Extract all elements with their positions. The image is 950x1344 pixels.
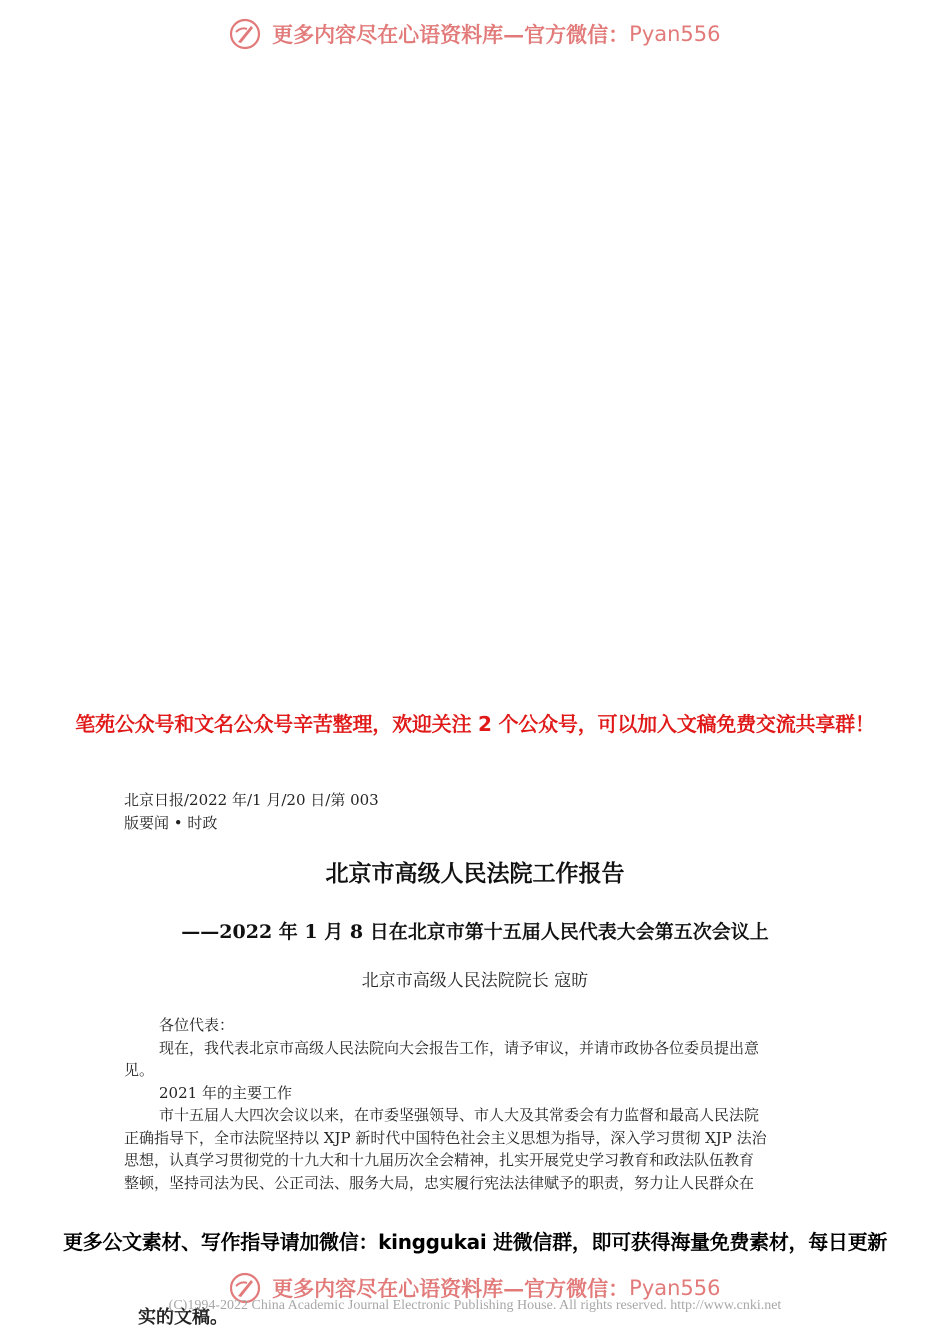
source-citation-line2: 版要闻 • 时政 <box>124 814 218 832</box>
section-heading: 2021 年的主要工作 <box>159 1083 292 1102</box>
header-watermark-banner <box>0 18 950 50</box>
footer-banner-text: 更多内容尽在心语资料库—官方微信： <box>272 1276 630 1301</box>
header-banner-text: 更多内容尽在心语资料库—官方微信： <box>272 22 630 47</box>
salutation: 各位代表： <box>159 1016 235 1034</box>
page-title: 北京市高级人民法院工作报告 <box>325 861 625 887</box>
copyright-line: (C)1994-2022 China Academic Journal Electronic Publishing House. All rights reserved. http://www.cnki.net <box>168 1298 782 1313</box>
paragraph-1-line-1: 现在，我代表北京市高级人民法院向大会报告工作，请予审议，并请市政协各位委员提出意 <box>159 1038 760 1057</box>
quill-logo-icon <box>229 18 261 50</box>
paragraph-2-line-1: 市十五届人大四次会议以来，在市委坚强领导、市人大及其常委会有力监督和最高人民法院 <box>159 1106 760 1124</box>
author-line: 北京市高级人民法院院长 寇昉 <box>361 971 589 991</box>
page-subtitle: ——2022 年 1 月 8 日在北京市第十五届人民代表大会第五次会议上 <box>181 921 769 943</box>
paragraph-2-line-2: 正确指导下，全市法院坚持以 XJP 新时代中国特色社会主义思想为指导，深入学习贯彻 XJP 法治 <box>124 1128 767 1147</box>
cut-off-text: 实的文稿。 <box>138 1307 228 1328</box>
footer-banner-wechat: Pyan556 <box>629 1276 721 1300</box>
source-citation-line1: 北京日报/2022 年/1 月/20 日/第 003 <box>124 791 379 809</box>
paragraph-2-line-4: 整顿，坚持司法为民、公正司法、服务大局，忠实履行宪法法律赋予的职责，努力让人民群众在 <box>124 1173 755 1192</box>
report-body <box>124 1014 828 1194</box>
paragraph-1-line-2: 见。 <box>124 1061 155 1079</box>
paragraph-2-line-3: 思想，认真学习贯彻党的十九大和十九届历次全会精神，扎实开展党史学习教育和政法队伍教育 <box>124 1151 755 1169</box>
black-promo-notice: 更多公文素材、写作指导请加微信：kinggukai 进微信群，即可获得海量免费素材，每日更新 <box>62 1230 888 1254</box>
header-banner-wechat: Pyan556 <box>629 22 721 46</box>
red-promo-notice: 笔苑公众号和文名公众号辛苦整理，欢迎关注 2 个公众号，可以加入文稿免费交流共享群！ <box>75 712 875 736</box>
